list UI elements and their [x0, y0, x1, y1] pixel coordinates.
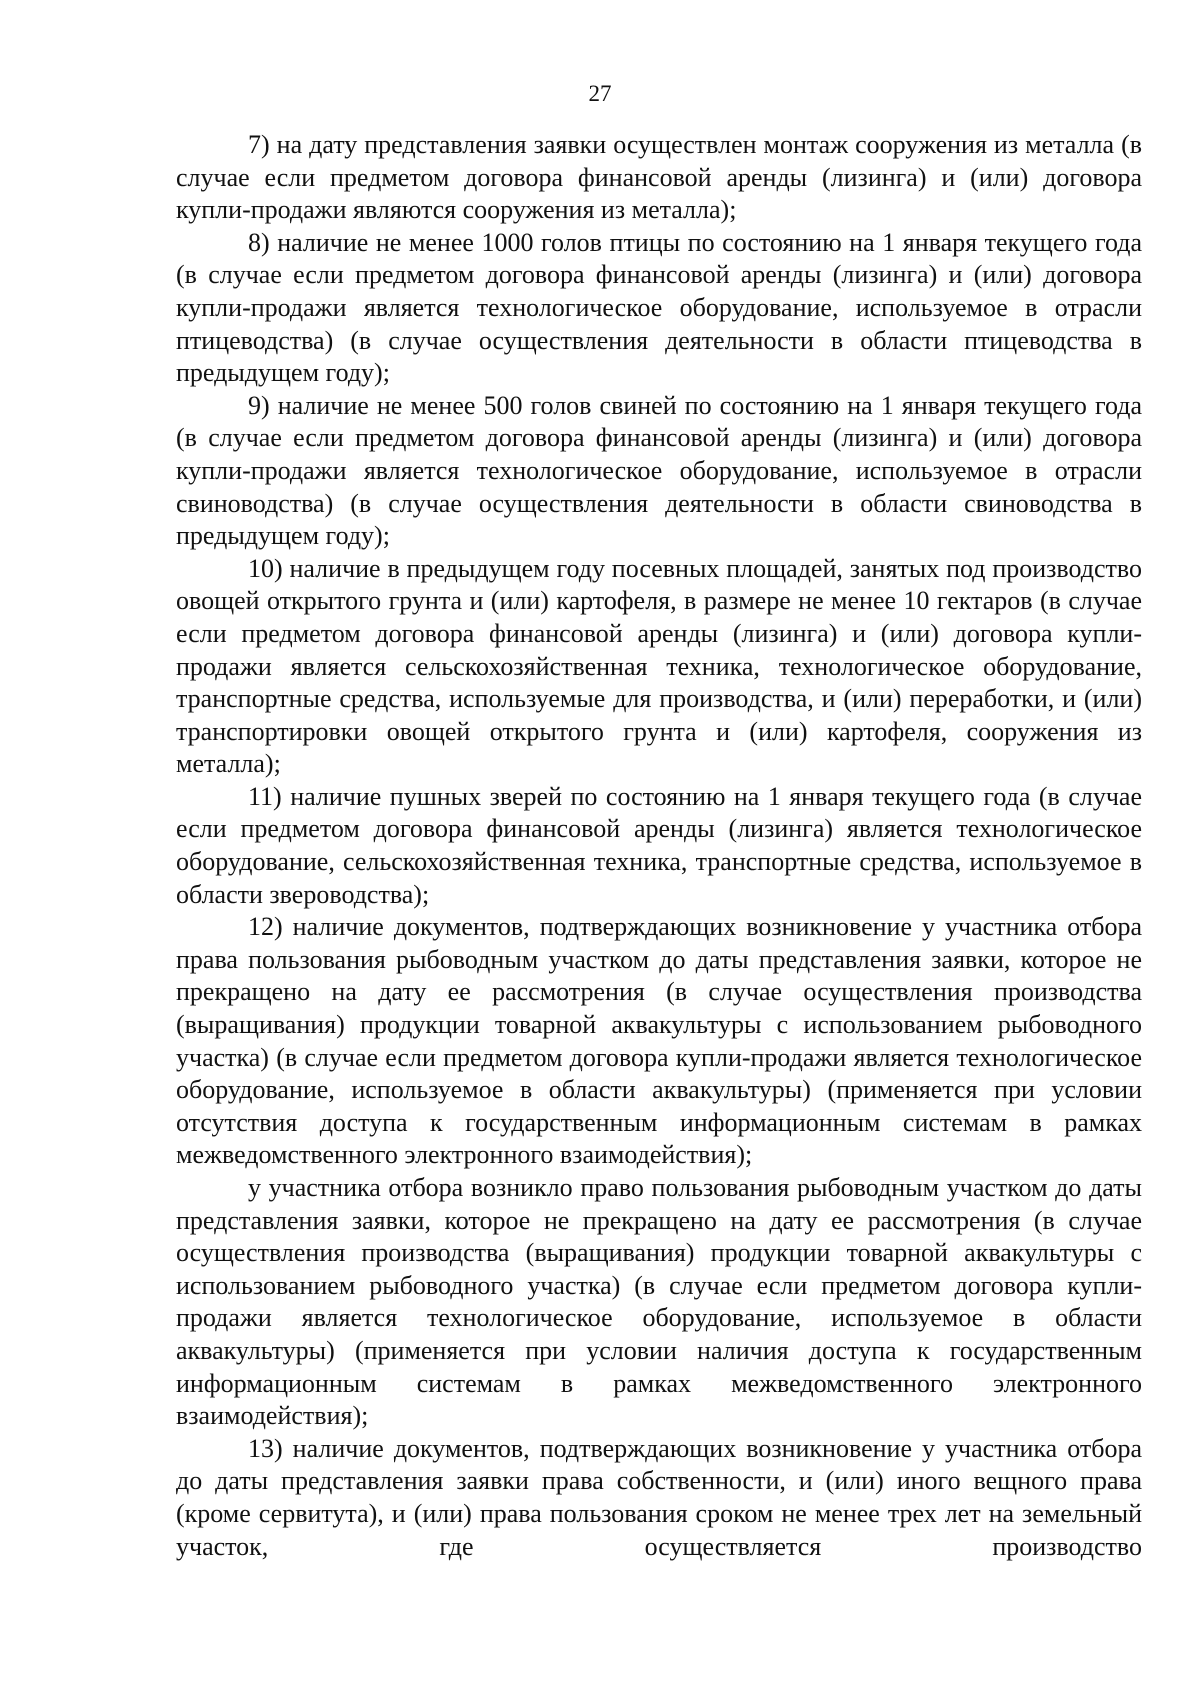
- paragraph-item-8: 8) наличие не менее 1000 голов птицы по состоянию на 1 января текущего года (в случае если предметом договора финансовой аренды (лизинга) и (или) договора купли-продажи является технологическое оборудование, используемое в отрасли птицеводства) (в случае осуществления деятельности в области птицеводства в предыдущем году);: [176, 227, 1142, 388]
- paragraph-item-9: 9) наличие не менее 500 голов свиней по состоянию на 1 января текущего года (в случае если предметом договора финансовой аренды (лизинга) и (или) договора купли-продажи является технологическое оборудование, используемое в отрасли свиноводства) (в случае осуществления деятельности в области свиноводства в предыдущем году);: [176, 390, 1142, 551]
- paragraph-item-12-continuation: у участника отбора возникло право пользования рыбоводным участком до даты представления заявки, которое не прекращено на дату ее рассмотрения (в случае осуществления производства (выращивания) продукции товарной аквакультуры с использованием рыбоводного участка) (в случае если предметом договора купли-продажи является технологическое оборудование, используемое в области аквакультуры) (применяется при условии наличия доступа к государственным информационным системам в рамках межведомственного электронного взаимодействия);: [176, 1173, 1142, 1431]
- paragraph-item-10: 10) наличие в предыдущем году посевных площадей, занятых под производство овощей открытого грунта и (или) картофеля, в размере не менее 10 гектаров (в случае если предметом договора финансовой аренды (лизинга) и (или) договора купли-продажи является сельскохозяйственная техника, технологическое оборудование, транспортные средства, используемые для производства, и (или) переработки, и (или) транспортировки овощей открытого грунта и (или) картофеля, сооружения из металла);: [176, 553, 1142, 779]
- document-body: [176, 129, 1142, 1563]
- paragraph-item-13: 13) наличие документов, подтверждающих возникновение у участника отбора до даты представления заявки права собственности, и (или) иного вещного права (кроме сервитута), и (или) права пользования сроком не менее трех лет на земельный участок, где осуществляется производство: [176, 1433, 1142, 1561]
- paragraph-item-12: 12) наличие документов, подтверждающих возникновение у участника отбора права пользования рыбоводным участком до даты представления заявки, которое не прекращено на дату ее рассмотрения (в случае осуществления производства (выращивания) продукции товарной аквакультуры с использованием рыбоводного участка) (в случае если предметом договора купли-продажи является технологическое оборудование, используемое в области аквакультуры) (применяется при условии отсутствия доступа к государственным информационным системам в рамках межведомственного электронного взаимодействия);: [176, 912, 1142, 1170]
- page-number: 27: [588, 81, 612, 106]
- paragraph-item-7: 7) на дату представления заявки осуществлен монтаж сооружения из металла (в случае если предметом договора финансовой аренды (лизинга) и (или) договора купли-продажи являются сооружения из металла);: [176, 130, 1142, 225]
- paragraph-item-11: 11) наличие пушных зверей по состоянию на 1 января текущего года (в случае если предметом договора финансовой аренды (лизинга) является технологическое оборудование, сельскохозяйственная техника, транспортные средства, используемое в области звероводства);: [176, 781, 1142, 909]
